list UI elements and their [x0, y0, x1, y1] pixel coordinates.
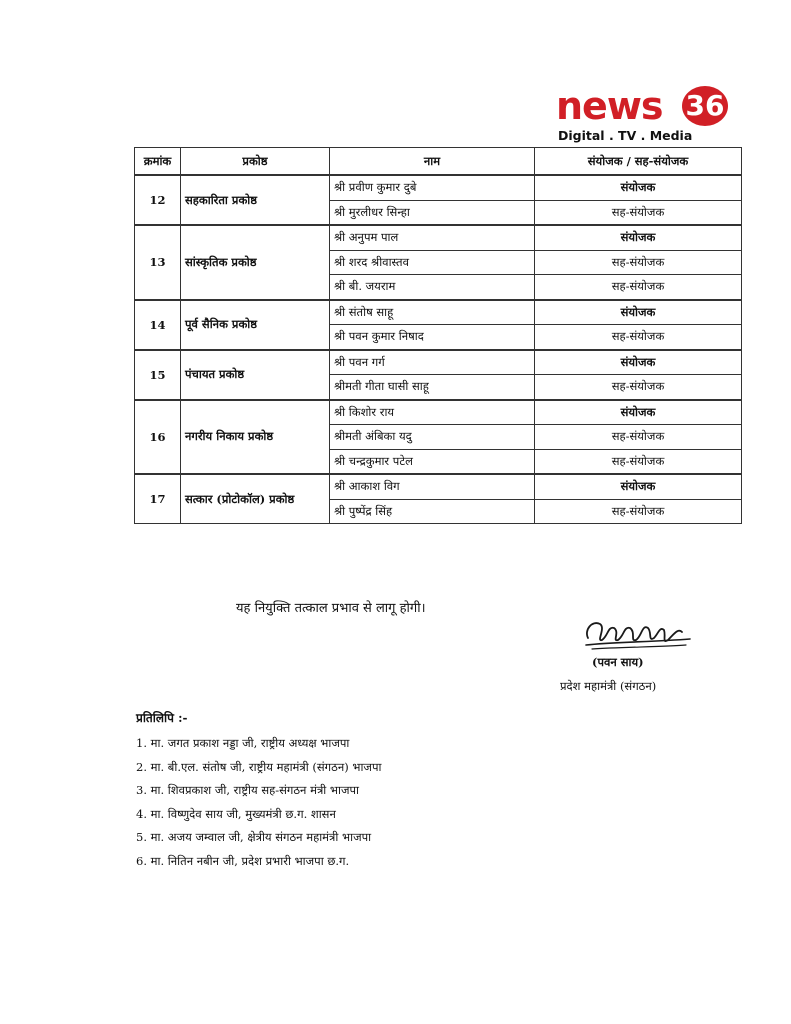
- table-row: [135, 175, 742, 200]
- member-name: श्री आकाश विग: [330, 474, 535, 499]
- cell-name: नगरीय निकाय प्रकोष्ठ: [181, 400, 330, 475]
- header-role: संयोजक / सह-संयोजक: [535, 148, 742, 176]
- serial-number: 14: [135, 300, 181, 350]
- member-name: श्री पवन गर्ग: [330, 350, 535, 375]
- news36-logo: [556, 84, 736, 148]
- signatory-name: (पवन साय): [592, 655, 644, 669]
- member-name: श्री बी. जयराम: [330, 275, 535, 300]
- signatory-title: प्रदेश महामंत्री (संगठन): [560, 679, 657, 693]
- serial-number: 13: [135, 225, 181, 300]
- serial-number: 17: [135, 474, 181, 524]
- logo-number-badge: 36: [682, 86, 728, 126]
- member-role: सह-संयोजक: [535, 250, 742, 275]
- member-role: संयोजक: [535, 350, 742, 375]
- serial-number: 15: [135, 350, 181, 400]
- table-row: [135, 400, 742, 425]
- member-role: संयोजक: [535, 175, 742, 200]
- member-role: सह-संयोजक: [535, 200, 742, 225]
- copy-item: 3. मा. शिवप्रकाश जी, राष्ट्रीय सह-संगठन मंत्री भाजपा: [136, 783, 360, 797]
- member-role: संयोजक: [535, 474, 742, 499]
- copy-item: 2. मा. बी.एल. संतोष जी, राष्ट्रीय महामंत्री (संगठन) भाजपा: [136, 759, 382, 774]
- header-cell: प्रकोष्ठ: [181, 148, 330, 176]
- member-name: श्री मुरलीधर सिन्हा: [330, 200, 535, 225]
- serial-number: 16: [135, 400, 181, 475]
- logo-tagline: Digital . TV . Media: [558, 128, 693, 143]
- table-row: [135, 474, 742, 499]
- copy-heading: प्रतिलिपि :-: [136, 711, 188, 725]
- member-role: सह-संयोजक: [535, 325, 742, 350]
- cell-name: सत्कार (प्रोटोकॉल) प्रकोष्ठ: [181, 474, 330, 524]
- copy-item: 6. मा. नितिन नबीन जी, प्रदेश प्रभारी भाजपा छ.ग.: [136, 853, 350, 868]
- member-role: सह-संयोजक: [535, 375, 742, 400]
- signature-image: [582, 612, 694, 652]
- member-name: श्री पवन कुमार निषाद: [330, 325, 535, 350]
- member-name: श्रीमती अंबिका यदु: [330, 425, 535, 450]
- copy-item: 1. मा. जगत प्रकाश नड्डा जी, राष्ट्रीय अध्यक्ष भाजपा: [136, 736, 350, 750]
- table-row: [135, 225, 742, 250]
- member-role: सह-संयोजक: [535, 275, 742, 300]
- member-name: श्री शरद श्रीवास्तव: [330, 250, 535, 275]
- cell-name: सहकारिता प्रकोष्ठ: [181, 175, 330, 225]
- copy-list: [136, 734, 381, 875]
- order-text: यह नियुक्ति तत्काल प्रभाव से लागू होगी।: [236, 601, 426, 616]
- copy-item: 5. मा. अजय जम्वाल जी, क्षेत्रीय संगठन महामंत्री भाजपा: [136, 830, 372, 844]
- member-role: सह-संयोजक: [535, 499, 742, 524]
- table-body: [135, 175, 742, 524]
- member-role: संयोजक: [535, 400, 742, 425]
- member-role: संयोजक: [535, 300, 742, 325]
- member-name: श्री किशोर राय: [330, 400, 535, 425]
- cell-name: सांस्कृतिक प्रकोष्ठ: [181, 225, 330, 300]
- member-name: श्री संतोष साहू: [330, 300, 535, 325]
- member-name: श्री प्रवीण कुमार दुबे: [330, 175, 535, 200]
- member-role: संयोजक: [535, 225, 742, 250]
- member-name: श्री अनुपम पाल: [330, 225, 535, 250]
- member-name: श्रीमती गीता घासी साहू: [330, 375, 535, 400]
- cell-name: पूर्व सैनिक प्रकोष्ठ: [181, 300, 330, 350]
- table-row: [135, 300, 742, 325]
- member-role: सह-संयोजक: [535, 449, 742, 474]
- member-name: श्री चन्द्रकुमार पटेल: [330, 449, 535, 474]
- member-role: सह-संयोजक: [535, 425, 742, 450]
- header-serial: क्रमांक: [135, 148, 181, 176]
- cell-name: पंचायत प्रकोष्ठ: [181, 350, 330, 400]
- appointments-table: [134, 147, 742, 524]
- member-name: श्री पुष्पेंद्र सिंह: [330, 499, 535, 524]
- table-header-row: [135, 148, 742, 176]
- serial-number: 12: [135, 175, 181, 225]
- table-row: [135, 350, 742, 375]
- logo-word: news: [556, 84, 663, 128]
- header-name: नाम: [330, 148, 535, 176]
- copy-item: 4. मा. विष्णुदेव साय जी, मुख्यमंत्री छ.ग. शासन: [136, 806, 336, 821]
